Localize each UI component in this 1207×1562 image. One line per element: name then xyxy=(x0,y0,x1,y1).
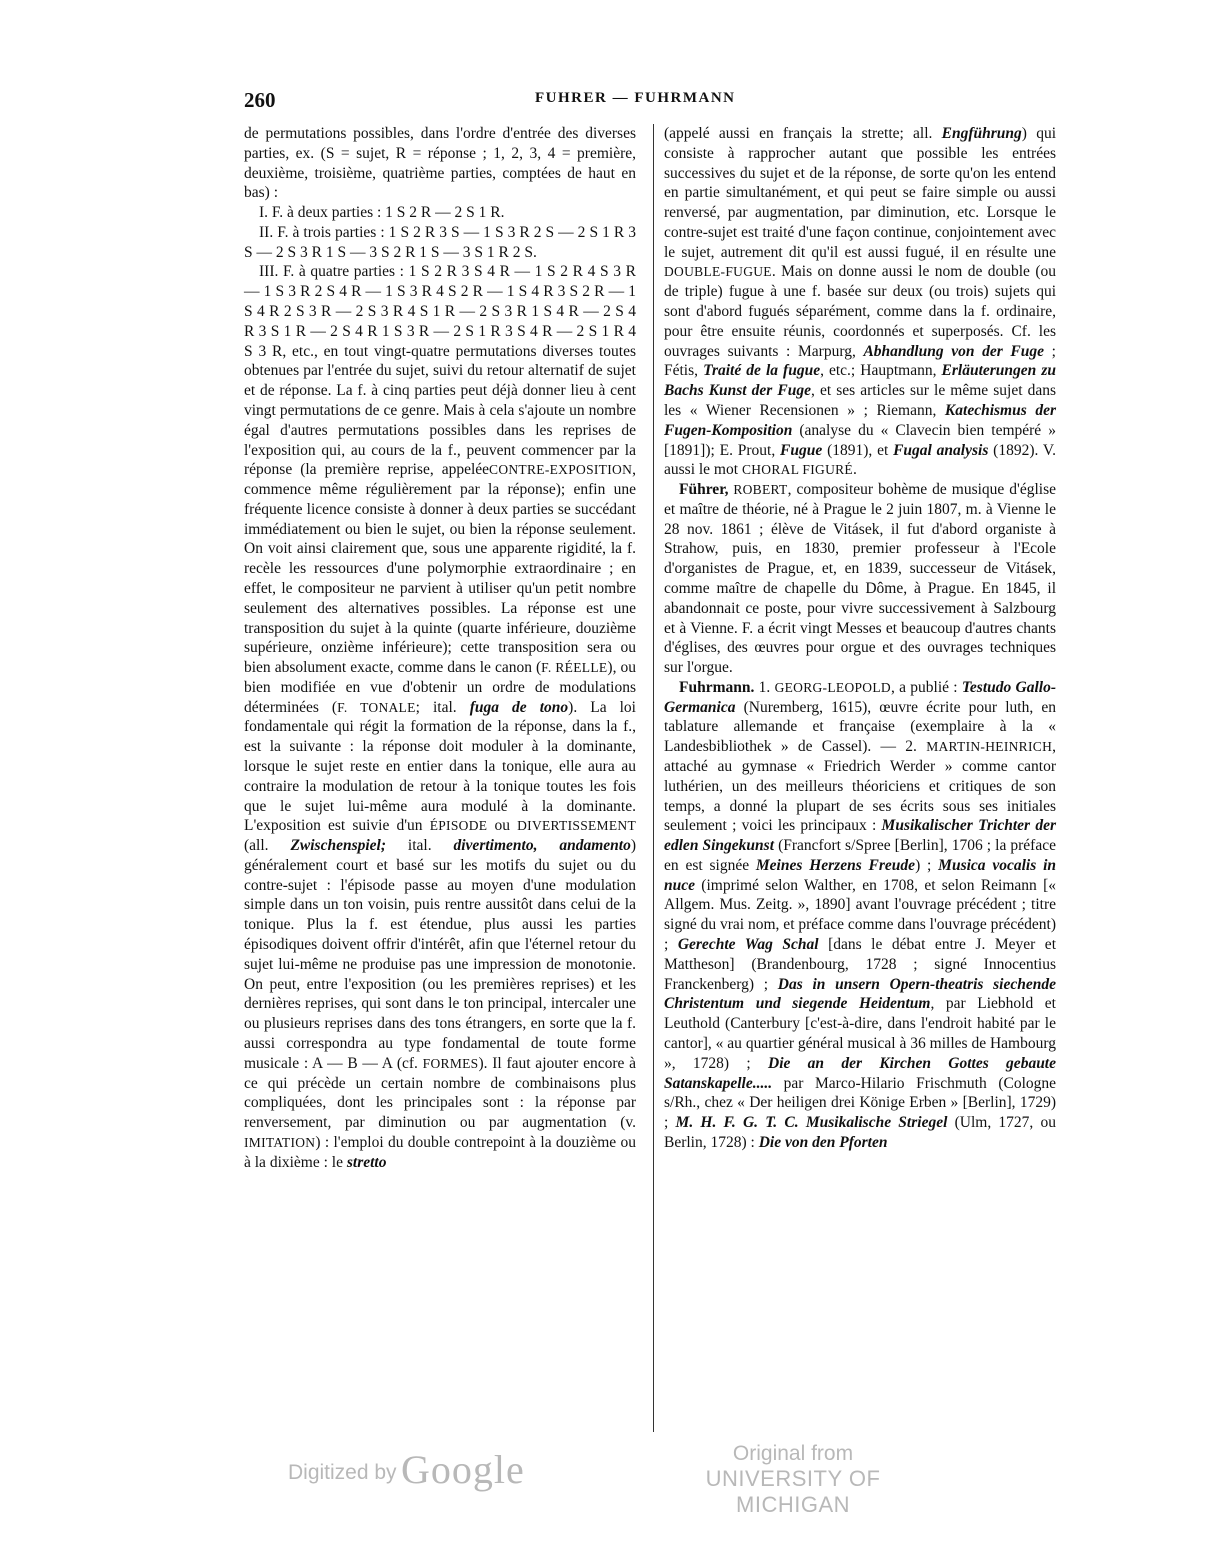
original-from-watermark xyxy=(668,1442,918,1518)
headword: Führer, xyxy=(679,481,729,499)
text: ) ; xyxy=(915,856,939,874)
text: [dans le débat entre J. Meyer et Mattheson] (Brandenbourg, 1728 ; signé Innocentius Franckenberg) ; xyxy=(664,936,1056,993)
text: . Mais on donne aussi le nom de double (ou de triple) fugue à une f. basée sur deux (ou trois) sujets qui sont d'abord fugués séparément, comme dans la f. ordinaire, pour être ensuite réunis, coordonnés et superposés. Cf. les ouvrages suivants : Marpurg, xyxy=(664,263,1056,360)
italic-term: Fugal analysis xyxy=(893,441,989,459)
italic-term: Abhandlung von der Fuge xyxy=(863,342,1045,360)
italic-term: fuga de tono xyxy=(469,698,569,716)
text: de permutations possibles, dans l'ordre d'entrée des diverses parties, ex. (S = sujet, R = réponse ; 1, 2, 3, 4 = première, deuxième, troisième, quatrième parties, comptées de haut en bas) : xyxy=(244,125,636,202)
small-caps-term: DOUBLE-FUGUE xyxy=(664,264,772,280)
small-caps-term: ÉPISODE xyxy=(429,818,488,834)
small-caps-term: FORMES xyxy=(422,1055,479,1071)
entry-fuhrer xyxy=(664,480,1056,678)
text: (Nuremberg, 1615), œuvre écrite pour luth, en tablature allemande et française (exemplaire à la « Landesbibliothek » de Cassel). — 2. xyxy=(664,698,1056,756)
small-caps-term: CONTRE-EXPOSITION xyxy=(489,462,633,478)
text: , et ses articles sur le même sujet dans les « Wiener Recensionen » ; Riemann, xyxy=(664,382,1056,419)
text: ), ou bien modifiée en vue d'obtenir un ordre de modulations déterminées ( xyxy=(244,659,636,716)
text: II. F. à trois parties : 1 S 2 R 3 S — 1 S 3 R 2 S — 2 S 1 R 3 S — 2 S 3 R 1 S — 3 S 2 R 1 S — 3 S 1 R 2 S. xyxy=(244,223,636,261)
text: , a publié : xyxy=(890,678,962,696)
text: ) généralement court et basé sur les motifs du sujet ou du contre-sujet : l'épisode passe au moyen d'une modulation simple dans un ton voisin, puis rentre aussitôt dans celui de la tonique. Plus la f. est étendue, plus aussi les parties épisodiques doivent offrir d'intérêt, afin que l'éternel retour du sujet lui-même ne produise pas une impression de monotonie. On peut, entre l'exposition (ou les premières reprises) et les dernières reprises, qui sont dans le ton principal, intercaler une ou plusieurs reprises dans des tons étrangers, en sorte que la f. aussi correspondra au type fondamental de toute forme musicale : A — B — A (cf. xyxy=(244,837,636,1072)
entry-fuhrmann xyxy=(664,678,1056,1153)
italic-term: Katechismus der Fugen-Komposition xyxy=(664,401,1056,439)
google-logo: Google xyxy=(401,1447,525,1492)
paragraph xyxy=(244,203,636,223)
italic-term: Fugue xyxy=(780,441,823,459)
text: I. F. à deux parties : 1 S 2 R — 2 S 1 R. xyxy=(259,204,505,222)
text: par Marco-Hilario Frischmuth (Cologne s/Rh., chez « Der heiligen drei Könige Erben » [Berlin], 1729) ; xyxy=(664,1074,1056,1132)
italic-term: Erläuterungen zu Bachs Kunst der Fuge xyxy=(664,362,1056,400)
italic-term: Musikalischer Trichter der edlen Singekunst xyxy=(664,817,1056,855)
column-rule xyxy=(653,124,654,1432)
text: ) qui consiste à rapprocher autant que possible les entrées successives du sujet et de la réponse, de sorte qu'on les entend en partie simultanément, et qui peut se faire simple ou aussi renversé, par augmentation, par diminution, etc. Lorsque le contre-sujet est traité d'une façon continue, conjointement avec le sujet, autrement dit qu'il est aussi fugué, il en résulte une xyxy=(664,125,1056,261)
text: (imprimé selon Walther, en 1708, et selon Reimann [« Allgem. Mus. Zeitg. », 1890] avant l'ouvrage précédent ; titre signé du vrai nom, et préface comme dans l'ouvrage précédent) ; xyxy=(664,876,1056,954)
small-caps-term: F. RÉELLE xyxy=(541,660,608,676)
small-caps-term: IMITATION xyxy=(244,1134,316,1150)
italic-term: Meines Herzens Freude xyxy=(755,856,916,874)
small-caps-term: CHORAL FIGURÉ xyxy=(741,462,853,478)
italic-term: Traité de la fugue xyxy=(703,362,821,380)
right-column xyxy=(664,124,1056,1153)
text: (appelé aussi en français la strette; all. xyxy=(664,125,942,142)
small-caps-name: GEORG-LEOPOLD xyxy=(774,679,891,695)
italic-term: Die von den Pforten xyxy=(758,1133,888,1151)
text: (all. xyxy=(244,837,291,855)
left-column xyxy=(244,124,636,1172)
headword: Fuhrmann. xyxy=(679,678,755,696)
small-caps-term: F. TONALE xyxy=(337,699,416,715)
italic-term: Musica vocalis in nuce xyxy=(664,856,1057,894)
university-text: UNIVERSITY OF MICHIGAN xyxy=(705,1466,881,1517)
text: (1892). V. aussi le mot xyxy=(664,441,1056,479)
text: ou xyxy=(487,817,518,835)
paragraph xyxy=(664,124,1056,480)
text: . xyxy=(852,461,857,479)
small-caps-name: ROBERT xyxy=(728,482,788,498)
text: , compositeur bohème de musique d'église et maître de théorie, né à Prague le 2 juin 1807, m. à Vienne le 28 nov. 1861 ; élève de Vitásek, il fut d'abord organiste à Strahow, puis, en 1830, premier professeur à l'Ecole d'organistes de Prague, et, en 1839, successeur de Vitásek, comme maître de chapelle du Dôme, à Prague. En 1845, il abandonnait ce poste, pour vivre successivement à Salzbourg et à Vienne. F. a écrit vingt Messes et beaucoup d'autres chants d'églises, des œuvres pour orgue et des ouvrages techniques sur l'orgue. xyxy=(664,481,1056,677)
text: , attaché au gymnase « Friedrich Werder » comme cantor luthérien, un des meilleurs théoriciens et critiques de son temps, a donné la plupart de ses écrits sous ses initiales seulement ; voici les principaux : xyxy=(664,738,1056,835)
paragraph xyxy=(244,223,636,263)
text: ) : l'emploi du double contrepoint à la douzième ou à la dixième : le xyxy=(244,1133,636,1171)
text: (1891), et xyxy=(822,441,894,459)
text: (Ulm, 1727, ou Berlin, 1728) : xyxy=(664,1114,1057,1151)
running-head: FUHRER — FUHRMANN xyxy=(535,90,736,106)
text: III. F. à quatre parties : 1 S 2 R 3 S 4 R — 1 S 2 R 4 S 3 R — 1 S 3 R 2 S 4 R — 1 S 3 R 4 S 2 R — 1 S 4 R 3 S 2 R — 1 S 4 R 2 S 3 R — 2 S 3 R 4 S 1 R — 2 S 3 R 1 S 4 R — 2 S 4 R 3 S 1 R — 2 S 4 R 1 S 3 R — 2 S 1 R 3 S 4 R — 2 S 1 R 4 S 3 R, etc., en tout vingt-quatre permutations diverses toutes obtenues par l'entrée du sujet, suivi du retour alternatif de sujet et de réponse. La f. à cinq parties peut déjà donner lieu à cent vingt permutations de ce genre. Mais à cela s'ajoute un nombre égal d'autres permutations possibles dans les reprises de l'exposition qui, au cours de la f., peuvent commencer par la réponse (la première reprise, appelée xyxy=(244,263,636,479)
italic-term: Das in unsern Opern-theatris siechende Christentum und siegende Heidentum xyxy=(664,975,1056,1013)
paragraph xyxy=(244,124,636,203)
small-caps-term: DIVERTISSEMENT xyxy=(517,818,636,834)
text: ital. xyxy=(407,837,454,855)
italic-term: M. H. F. G. T. C. Musikalische Striegel xyxy=(675,1114,948,1132)
italic-term: divertimento, andamento xyxy=(453,837,631,855)
italic-term: stretto xyxy=(346,1153,387,1171)
text: , par Liebhold et Leuthold (Canterbury [c'est-à-dire, dans l'endroit habité par le cantor], « au quartier général musical à 36 milles de Hambourg », 1728) ; xyxy=(664,995,1056,1072)
text: (Francfort s/Spree [Berlin], 1706 ; la préface en est signée xyxy=(664,837,1056,874)
text: , commence même régulièrement par la réponse); enfin une fréquente licence consiste à donner à deux parties se succédant immédiatement ou bien le sujet, ou bien la réponse seulement. On voit ainsi clairement que, sous une apparente rigidité, la f. recèle les ressources d'une polymorphie extraordinaire ; en effet, le compositeur ne parvient à utiliser qu'un petit nombre seulement des alternatives possibles. La réponse est une transposition du sujet à la quinte (quarte inférieure, douzième supérieure, onzième inférieure); cette transposition sera ou bien absolument exacte, comme dans le canon ( xyxy=(244,461,636,677)
digitized-by-google-watermark xyxy=(288,1446,525,1493)
digitized-by-text: Digitized by xyxy=(288,1461,397,1484)
paragraph xyxy=(244,262,636,1172)
italic-term: Die an der Kirchen Gottes gebaute Satanskapelle..... xyxy=(664,1054,1056,1092)
original-from-text: Original from xyxy=(732,1442,854,1465)
page-number: 260 xyxy=(244,88,276,112)
text: , etc.; Hauptmann, xyxy=(820,362,942,380)
text: ). La loi fondamentale qui régit la formation de la réponse, dans la f., est la suivante : la réponse doit moduler à la dominante, lorsque le sujet reste en entier dans la tonique, elle aura au contraire la modulation de retour à la tonique toutes les fois que le sujet lui-même aura modulé à la dominante. L'exposition est suivie d'un xyxy=(244,698,636,835)
italic-term: Gerechte Wag Schal xyxy=(677,936,819,954)
text: ; Fétis, xyxy=(664,342,1056,380)
italic-term: Testudo Gallo-Germanica xyxy=(664,678,1057,716)
text: 1. xyxy=(754,678,775,696)
italic-term: Zwischenspiel; xyxy=(290,837,408,855)
italic-term: Engführung xyxy=(941,125,1022,142)
text: ). Il faut ajouter encore à ce qui précède un certain nombre de combinaisons plus compliquées, dont les principales sont : la réponse par renversement, par diminution ou par augmentation (v. xyxy=(244,1054,636,1132)
small-caps-name: MARTIN-HEINRICH xyxy=(926,739,1053,755)
text: (analyse du « Clavecin bien tempéré » [1891]); E. Prout, xyxy=(664,421,1056,459)
text: ; ital. xyxy=(415,698,470,716)
